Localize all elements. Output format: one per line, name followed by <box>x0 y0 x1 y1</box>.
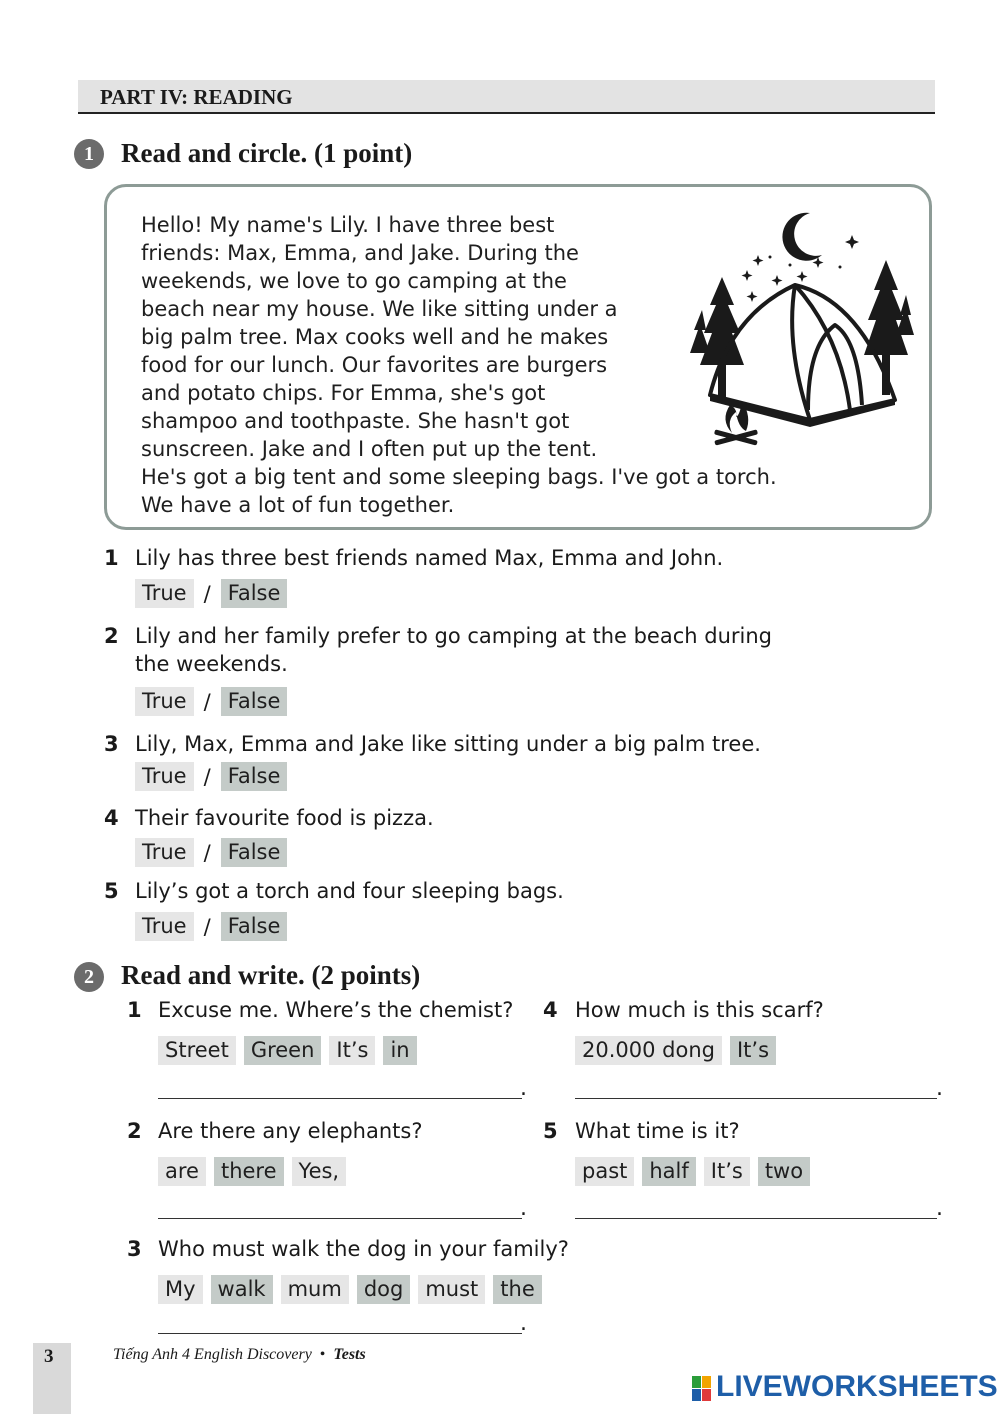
question-text: the weekends. <box>135 652 288 676</box>
question-text: Are there any elephants? <box>158 1119 423 1143</box>
true-false-choice <box>135 838 287 867</box>
word-tile[interactable]: It’s <box>704 1157 750 1186</box>
question-text: Lily and her family prefer to go camping at the beach during <box>135 624 773 648</box>
page-number: 3 <box>44 1346 54 1367</box>
question-text: How much is this scarf? <box>575 998 824 1022</box>
exercise-2-badge: 2 <box>74 962 104 992</box>
answer-period: . <box>936 1196 943 1221</box>
question-text: Lily has three best friends named Max, Emma and John. <box>135 546 724 570</box>
word-bank <box>158 1157 346 1186</box>
word-tile[interactable]: mum <box>281 1275 349 1304</box>
story-line: He's got a big tent and some sleeping bags. I've got a torch. <box>141 465 777 489</box>
liveworksheets-brand[interactable]: LIVEWORKSHEETS <box>716 1370 998 1403</box>
question-text: What time is it? <box>575 1119 740 1143</box>
false-option[interactable]: False <box>221 579 288 608</box>
exercise-1-title: Read and circle. (1 point) <box>121 138 413 168</box>
false-option[interactable]: False <box>221 687 288 716</box>
story-line: We have a lot of fun together. <box>141 493 455 517</box>
story-line: friends: Max, Emma, and Jake. During the <box>141 241 579 265</box>
story-line: food for our lunch. Our favorites are burgers <box>141 353 608 377</box>
word-tile[interactable]: are <box>158 1157 206 1186</box>
story-line: weekends, we love to go camping at the <box>141 269 567 293</box>
part-title: PART IV: READING <box>100 85 293 109</box>
true-false-choice <box>135 579 287 608</box>
question-number: 1 <box>104 546 119 570</box>
word-tile[interactable]: two <box>758 1157 810 1186</box>
question-number: 1 <box>127 998 142 1022</box>
answer-period: . <box>520 1196 527 1221</box>
word-tile[interactable]: Yes, <box>292 1157 347 1186</box>
footer-book-title <box>113 1346 366 1364</box>
word-tile[interactable]: walk <box>211 1275 273 1304</box>
word-bank <box>158 1275 542 1304</box>
answer-line[interactable] <box>158 1333 522 1334</box>
true-false-choice <box>135 762 287 791</box>
liveworksheets-logo-icon <box>692 1376 712 1402</box>
true-false-choice <box>135 912 287 941</box>
question-number: 3 <box>104 732 119 756</box>
word-tile[interactable]: dog <box>357 1275 411 1304</box>
pine-tree-icon <box>864 260 914 395</box>
moon-icon <box>782 213 822 261</box>
story-line: and potato chips. For Emma, she's got <box>141 381 546 405</box>
question-number: 2 <box>127 1119 142 1143</box>
answer-line[interactable] <box>575 1098 937 1099</box>
question-number: 4 <box>543 998 558 1022</box>
false-option[interactable]: False <box>221 912 288 941</box>
exercise-2-title: Read and write. (2 points) <box>121 960 421 990</box>
question-number: 3 <box>127 1237 142 1261</box>
story-line: big palm tree. Max cooks well and he makes <box>141 325 609 349</box>
question-text: Lily, Max, Emma and Jake like sitting under a big palm tree. <box>135 732 761 756</box>
false-option[interactable]: False <box>221 762 288 791</box>
story-line: Hello! My name's Lily. I have three best <box>141 213 555 237</box>
footer-bullet: • <box>319 1346 326 1363</box>
word-tile[interactable]: half <box>642 1157 695 1186</box>
question-number: 4 <box>104 806 119 830</box>
answer-period: . <box>520 1311 527 1336</box>
true-false-choice <box>135 687 287 716</box>
question-text: Their favourite food is pizza. <box>135 806 434 830</box>
word-tile[interactable]: in <box>383 1036 416 1065</box>
word-tile[interactable]: must <box>418 1275 485 1304</box>
answer-line[interactable] <box>158 1218 522 1219</box>
word-bank <box>575 1036 776 1065</box>
question-text: Who must walk the dog in your family? <box>158 1237 569 1261</box>
answer-period: . <box>520 1076 527 1101</box>
answer-period: . <box>936 1076 943 1101</box>
true-option[interactable]: True <box>135 762 194 791</box>
book-title: Tiếng Anh 4 English Discovery <box>113 1346 312 1363</box>
word-tile[interactable]: there <box>214 1157 284 1186</box>
word-tile[interactable]: Green <box>244 1036 322 1065</box>
slash-separator: / <box>203 689 211 714</box>
exercise-1-badge: 1 <box>74 139 104 169</box>
story-line: sunscreen. Jake and I often put up the tent. <box>141 437 598 461</box>
slash-separator: / <box>203 581 211 606</box>
word-tile[interactable]: the <box>493 1275 541 1304</box>
word-tile[interactable]: It’s <box>730 1036 776 1065</box>
true-option[interactable]: True <box>135 912 194 941</box>
slash-separator: / <box>203 914 211 939</box>
true-option[interactable]: True <box>135 687 194 716</box>
word-tile[interactable]: 20.000 dong <box>575 1036 722 1065</box>
story-line: shampoo and toothpaste. She hasn't got <box>141 409 570 433</box>
camping-tent-illustration <box>690 205 915 455</box>
story-line: beach near my house. We like sitting under a <box>141 297 618 321</box>
word-tile[interactable]: It’s <box>329 1036 375 1065</box>
answer-line[interactable] <box>575 1218 937 1219</box>
slash-separator: / <box>203 764 211 789</box>
question-number: 5 <box>104 879 119 903</box>
word-tile[interactable]: My <box>158 1275 203 1304</box>
word-tile[interactable]: past <box>575 1157 634 1186</box>
true-option[interactable]: True <box>135 579 194 608</box>
word-tile[interactable]: Street <box>158 1036 236 1065</box>
question-text: Lily’s got a torch and four sleeping bags. <box>135 879 564 903</box>
slash-separator: / <box>203 840 211 865</box>
false-option[interactable]: False <box>221 838 288 867</box>
word-bank <box>158 1036 417 1065</box>
question-number: 5 <box>543 1119 558 1143</box>
question-text: Excuse me. Where’s the chemist? <box>158 998 514 1022</box>
footer-section: Tests <box>333 1346 366 1363</box>
answer-line[interactable] <box>158 1098 522 1099</box>
true-option[interactable]: True <box>135 838 194 867</box>
word-bank <box>575 1157 810 1186</box>
question-number: 2 <box>104 624 119 648</box>
